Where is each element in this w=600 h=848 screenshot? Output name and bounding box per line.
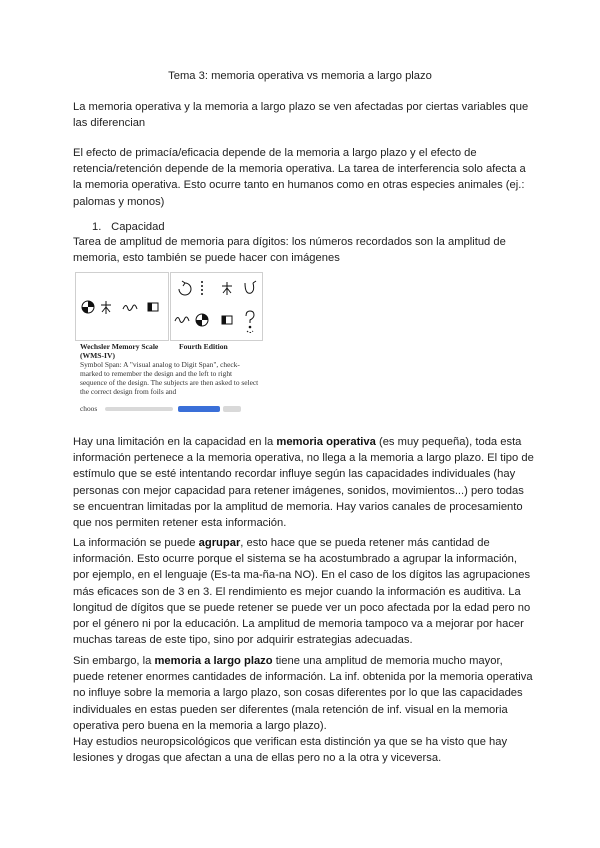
figure-caption (80, 342, 260, 396)
caption-title: Wechsler Memory Scale (80, 342, 159, 351)
grouping-text-after: , esto hace que se pueda retener más cantidad de información. Esto ocurre porque el sistema se ha acostumbrado a agrupar la información, por ejemplo, en el lenguaje (Es-ta ma-ña-na NO). En el caso de los dígitos las agrupaciones más eficaces son de 3 en 3. El rendimiento es mejor cuando la información es auditiva. La longitud de dígitos que se puede retener se puede ver un poco afectada por la edad pero no por el género ni por la educación. La amplitud de memoria tampoco va a mejorar por hacer muchas tareas de este tipo, sino por adquirir estrategias adecuadas. (73, 537, 531, 647)
cycle-icon (179, 281, 191, 295)
limitation-text-after: (es muy pequeña), toda esta información pertenece a la memoria operativa, no llega a la memoria a largo plazo. El tipo de estímulo que se esté intentando recordar influye según las capacidades individuales (hay personas con mejor capacidad para retener imágenes, sonidos, movimientos...) pero todas se encuentran limitadas por la amplitud de memoria. Hay varios canales de procesamiento que nos permiten retener esta información. (73, 436, 534, 530)
list-number: 1. (92, 221, 102, 233)
long-term-paragraph (73, 653, 535, 766)
scribble-icon (175, 317, 189, 322)
footer-bar (105, 407, 173, 411)
long-term-text-before: Sin embargo, la (73, 655, 155, 667)
question-icon (246, 311, 254, 333)
digit-span-paragraph: Tarea de amplitud de memoria para dígitos: los números recordados son la amplitud de memoria, esto también se puede hacer con imágenes (73, 236, 506, 265)
footer-button-secondary[interactable] (223, 406, 241, 412)
caption-tail: choos (80, 404, 98, 413)
tree-icon (101, 301, 111, 314)
limitation-bold: memoria operativa (276, 436, 376, 448)
caption-edition: Fourth Edition (179, 342, 228, 351)
caption-subtitle: (WMS-IV) (80, 351, 116, 360)
symbol-row-left (76, 273, 168, 340)
half-disc-icon (82, 301, 94, 313)
symbol-panel-right (170, 272, 263, 341)
caption-footer-strip (80, 404, 258, 414)
grouping-text-before: La información se puede (73, 537, 199, 549)
symbol-grid-right (171, 273, 262, 340)
caption-body: Symbol Span: A "visual analog to Digit Span", check-marked to remember the design and the left to right sequence of the design. The subjects are then asked to select the correct design from foils and (80, 360, 259, 396)
symbol-panel-left (75, 272, 169, 341)
list-label: Capacidad (111, 221, 165, 233)
limitation-paragraph (73, 434, 535, 531)
long-term-extra: Hay estudios neuropsicológicos que verifican esta distinción ya que se ha visto que hay lesiones y drogas que afectan a una de ellas pero no a la otra y viceversa. (73, 736, 508, 765)
tree-icon (222, 282, 232, 295)
limitation-text-before: Hay una limitación en la capacidad en la (73, 436, 277, 448)
intro-paragraph: La memoria operativa y la memoria a largo plazo se ven afectadas por ciertas variables que las diferencian (73, 101, 529, 130)
half-disc-icon (196, 314, 208, 326)
box-icon (222, 316, 232, 324)
hook-icon (245, 281, 256, 293)
dots-icon (201, 281, 203, 295)
long-term-bold: memoria a largo plazo (154, 655, 273, 667)
long-term-text-after: tiene una amplitud de memoria mucho mayor, puede retener enormes cantidades de información. La inf. obtenida por la memoria operativa no influye sobre la memoria a largo plazo, son cosas diferentes por lo que las capacidades individuales en estas pueden ser diferentes (mala retención de inf. visual en la memoria operativa pero buena en la memoria a largo plazo). (73, 655, 533, 732)
wms-symbol-span-figure (75, 272, 261, 415)
effects-paragraph: El efecto de primacía/eficacia depende de la memoria a largo plazo y el efecto de retencia/retención depende de la memoria operativa. La tarea de interferencia solo afecta a la memoria operativa. Esto ocurre tanto en humanos como en otras especies animales (ej.: palomas y monos) (73, 147, 526, 208)
scribble-icon (123, 305, 137, 310)
box-icon (148, 303, 158, 311)
numbered-list-item (92, 219, 165, 235)
grouping-bold: agrupar (198, 537, 241, 549)
document-title: Tema 3: memoria operativa vs memoria a largo plazo (168, 70, 432, 82)
grouping-paragraph (73, 535, 535, 648)
footer-button[interactable] (178, 406, 220, 412)
